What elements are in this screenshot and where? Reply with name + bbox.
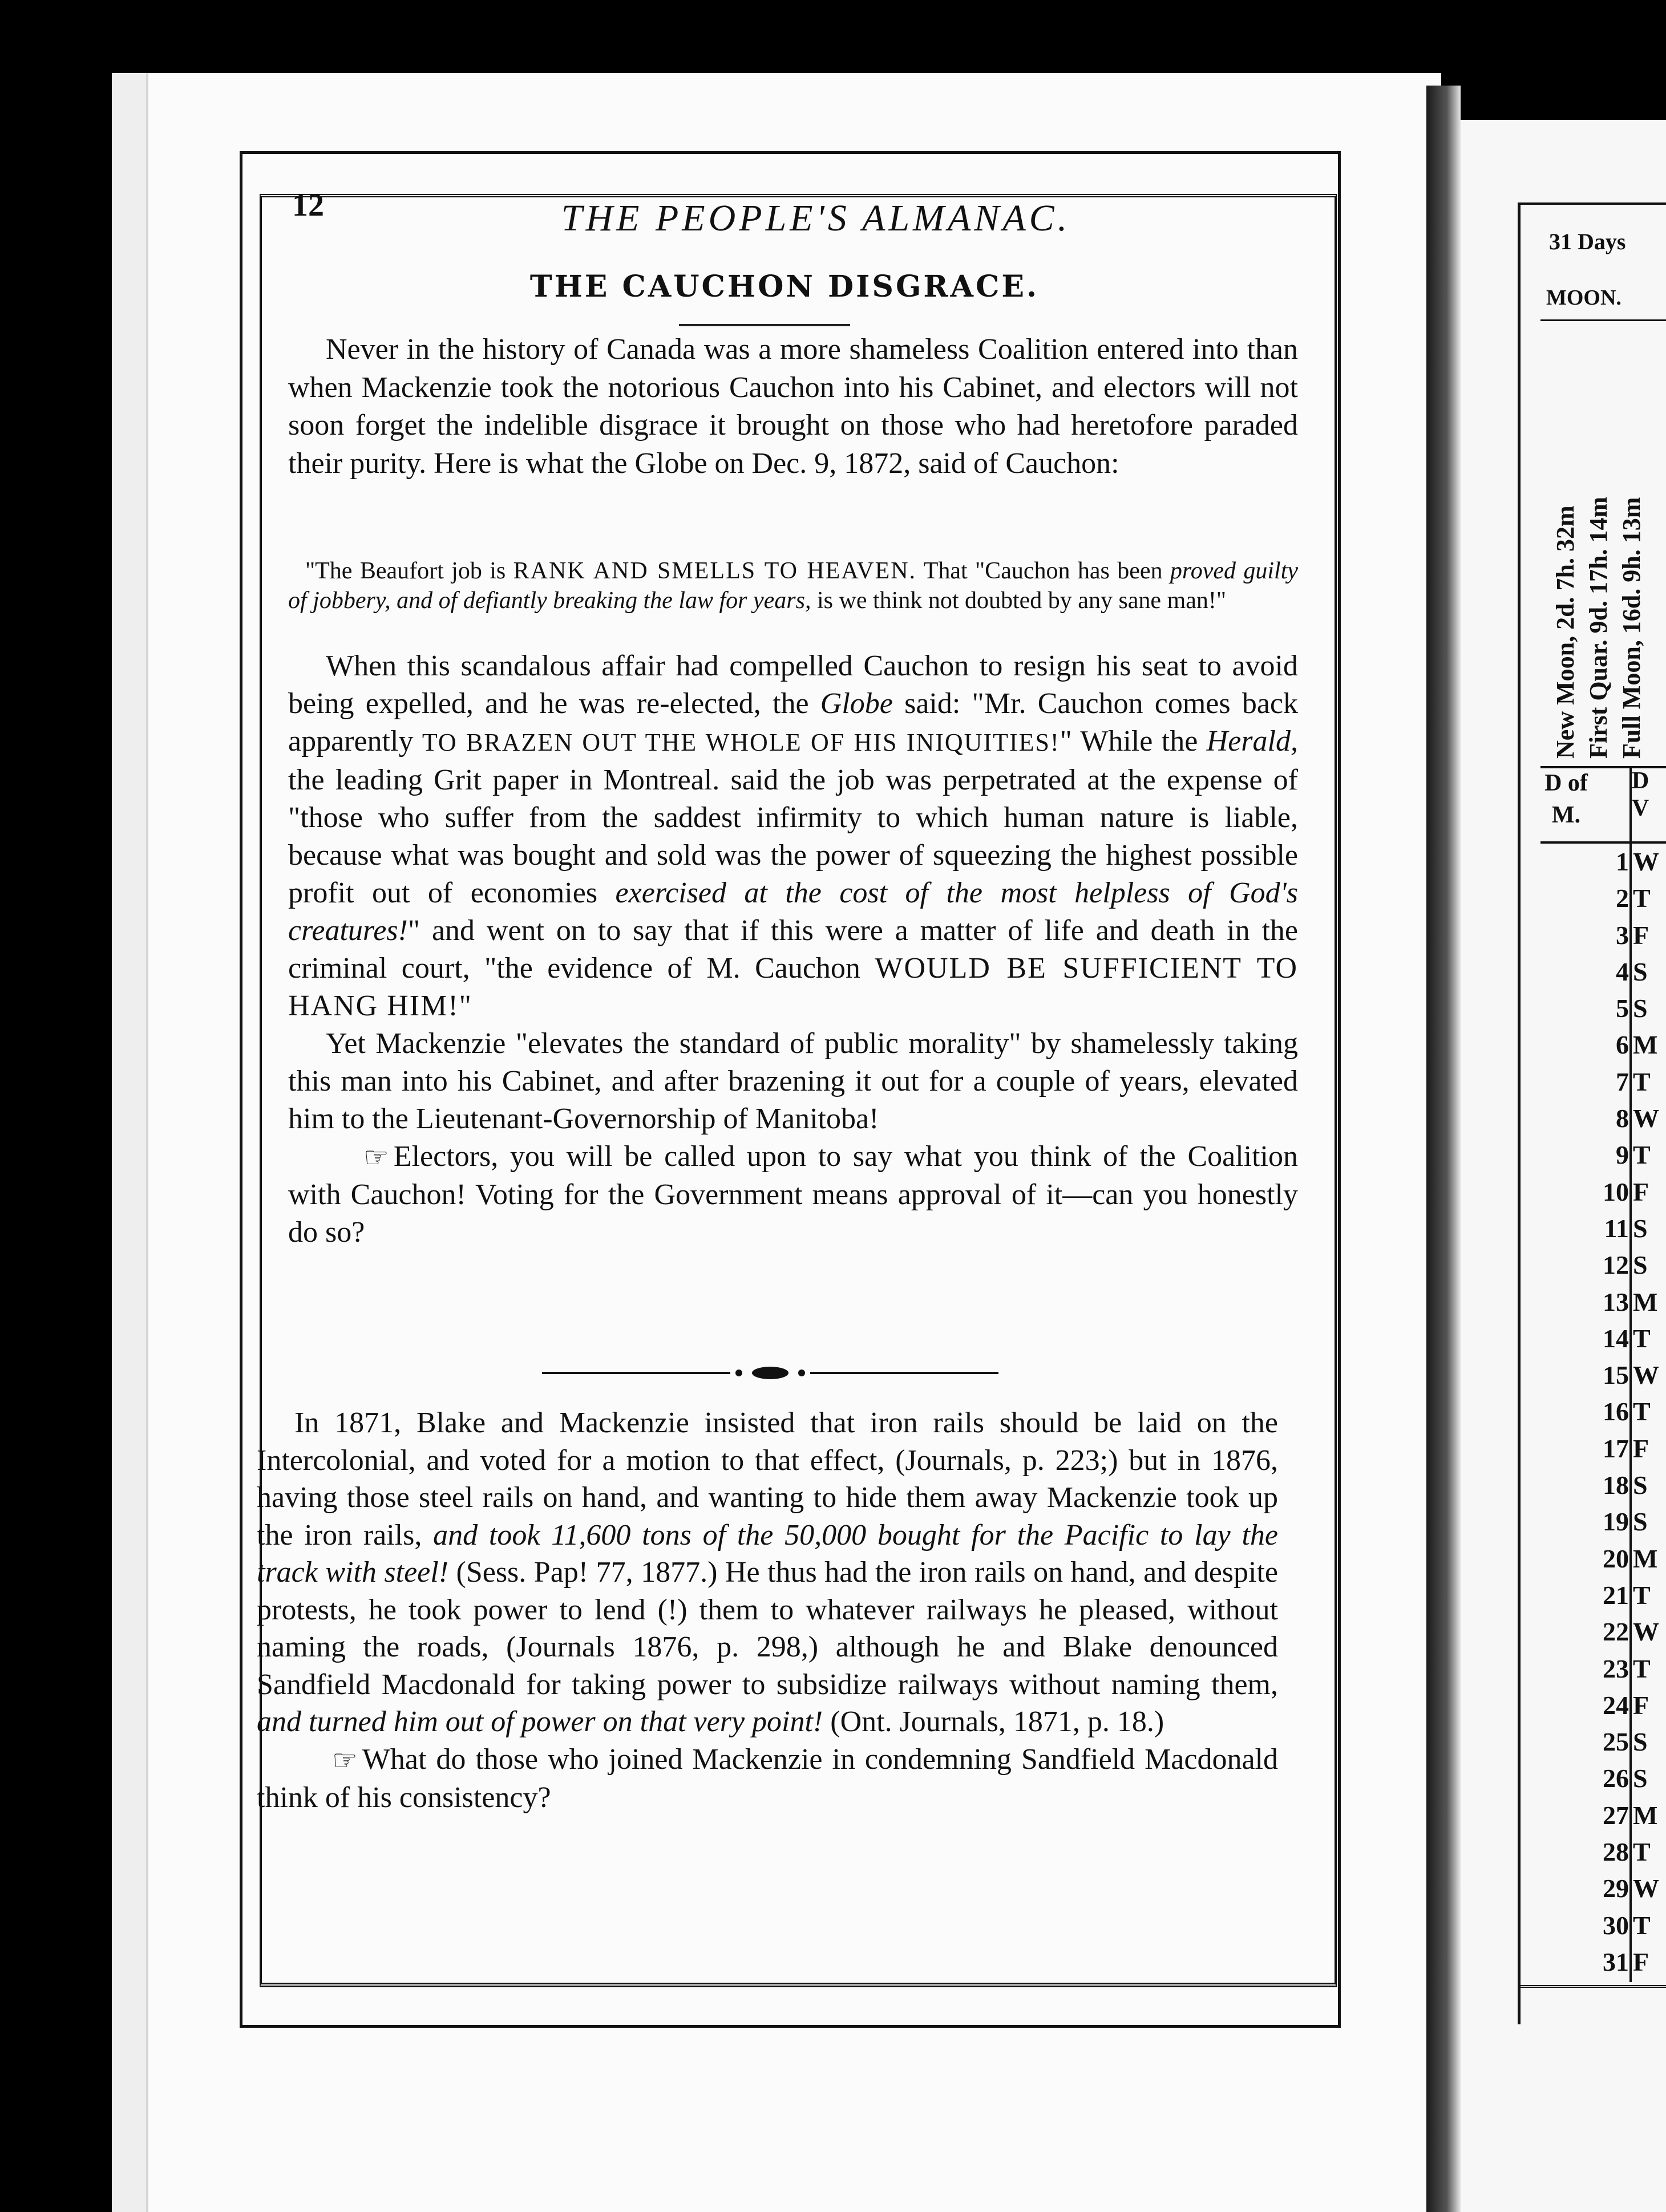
calendar-row (1540, 1870, 1666, 1907)
weekday-letter: S (1633, 1727, 1648, 1757)
calendar-row (1540, 880, 1666, 917)
quote-part: is we think not doubted by any sane man!" (811, 588, 1227, 614)
weekday-letter: T (1633, 1580, 1651, 1610)
weekday-letter: S (1633, 1250, 1648, 1280)
newspaper-name: Globe (820, 687, 893, 720)
text-run: " and went on to say that if this were a matter of life and death in the criminal court, "the evidence of M. Cauchon (288, 914, 1298, 985)
calendar-row (1540, 1687, 1666, 1724)
ornament-divider-icon (542, 1364, 998, 1382)
weekday-letter: W (1633, 1617, 1659, 1647)
weekday-letter: F (1633, 920, 1649, 950)
day-number: 24 (1603, 1690, 1629, 1720)
day-number: 23 (1603, 1654, 1629, 1683)
weekday-letter: T (1633, 1140, 1651, 1170)
calendar-row (1540, 1651, 1666, 1687)
moon-phase: First Quar. 9d. 17h. 14m (1584, 496, 1612, 759)
header-line: V (1632, 795, 1649, 821)
calendar-row (1540, 1431, 1666, 1467)
weekday-letter: T (1633, 1837, 1651, 1867)
day-number: 13 (1603, 1287, 1629, 1316)
calendar-row (1540, 1393, 1666, 1430)
text-run: said: "Mr. Cauchon comes back apparently (288, 687, 1299, 757)
day-number: 1 (1616, 847, 1629, 876)
quote-caps: RANK AND SMELLS TO HEAVEN. (513, 558, 917, 584)
weekday-letter: W (1633, 847, 1659, 876)
paragraph-2 (288, 647, 1298, 1025)
header-line: D of (1544, 770, 1588, 796)
moon-phases (1549, 497, 1648, 759)
quote-part: "The Beaufort job is (305, 558, 513, 584)
weekday-letter: M (1633, 1030, 1658, 1060)
calendar-row (1540, 1944, 1666, 1980)
calendar-row (1540, 1614, 1666, 1650)
moon-phase: Full Moon, 16d. 9h. 13m (1618, 497, 1645, 759)
text-run: (Sess. Pap! 77, 1877.) He thus had the iron rails on hand, and despite protests, he took power to lend (!) them to whatever railways he pleased, without naming the roads, (Journals 1876, p. 298,) although he and Blake denounced Sandfield Macdonald for taking power to subsidize railways without naming them, (257, 1556, 1278, 1701)
small-caps-run: TO BRAZEN OUT THE WHOLE OF HIS INIQUITIES! (422, 728, 1060, 756)
moon-phase: New Moon, 2d. 7h. 32m (1551, 505, 1579, 759)
calendar-row (1540, 1504, 1666, 1540)
day-number: 22 (1603, 1617, 1629, 1647)
day-number: 15 (1603, 1360, 1629, 1390)
text-run: the leading Grit paper in Montreal. said the job was perpetrated at the expense of "those who suffer from the saddest infirmity to which human nature is liable, because what was bought and sold was the power of squeezing the highest possible profit out of economies (288, 764, 1298, 909)
page-number: 12 (292, 188, 324, 223)
article-body (288, 647, 1298, 1251)
weekday-letter: F (1633, 1177, 1649, 1206)
calendar-row (1540, 1797, 1666, 1834)
weekday-letter: T (1633, 1654, 1651, 1683)
weekday-letter: T (1633, 1067, 1651, 1096)
calendar-row (1540, 1174, 1666, 1210)
weekday-letter: W (1633, 1104, 1659, 1133)
italic-run: exercised at the cost of the most helpless of God's creatures! (288, 877, 1298, 947)
calendar-row (1540, 1210, 1666, 1247)
weekday-letter: F (1633, 1947, 1649, 1976)
article-intro (288, 331, 1298, 483)
day-number: 17 (1603, 1433, 1629, 1463)
moon-heading: MOON. (1546, 286, 1621, 310)
calendar-row (1540, 1577, 1666, 1614)
calendar-row (1540, 1247, 1666, 1283)
day-number: 7 (1616, 1067, 1629, 1096)
weekday-letter: S (1633, 1213, 1648, 1243)
text-run: When this scandalous affair had compelled Cauchon to resign his seat to avoid being expelled, and he was re-elected, the (288, 650, 1298, 720)
day-number: 12 (1603, 1250, 1629, 1280)
newspaper-name: Herald, (1206, 725, 1298, 757)
day-number: 16 (1603, 1397, 1629, 1427)
header-line: M. (1551, 802, 1581, 828)
calendar-days-label: 31 Days (1549, 229, 1626, 254)
calendar-row (1540, 1907, 1666, 1944)
calendar-row (1540, 1724, 1666, 1760)
weekday-letter: F (1633, 1433, 1649, 1463)
day-number: 3 (1616, 920, 1629, 950)
day-number: 14 (1603, 1323, 1629, 1353)
caps-run: WOULD BE SUFFICIENT TO HANG HIM! (288, 952, 1299, 1022)
calendar-row (1540, 1541, 1666, 1577)
day-number: 20 (1603, 1543, 1629, 1573)
day-number: 25 (1603, 1727, 1629, 1757)
weekday-letter: S (1633, 957, 1648, 986)
day-number: 28 (1603, 1837, 1629, 1867)
day-number: 10 (1603, 1177, 1629, 1206)
calendar-row (1540, 1100, 1666, 1137)
quote-italic: proved guilty of jobbery, and of defiantly breaking the law for years, (288, 558, 1299, 614)
pointing-hand-icon: ☞ (363, 1141, 389, 1173)
day-number: 8 (1616, 1104, 1629, 1133)
closing-paragraph (257, 1741, 1278, 1817)
calendar-row (1540, 1284, 1666, 1320)
quote-paragraph (288, 556, 1298, 615)
weekday-letter: M (1633, 1287, 1658, 1316)
calendar-row (1540, 1027, 1666, 1063)
text-run: " (459, 990, 471, 1022)
calendar-row (1540, 954, 1666, 990)
weekday-letter: S (1633, 1764, 1648, 1793)
paragraph-1: Never in the history of Canada was a more shameless Coalition entered into than when Mackenzie took the notorious Cauchon into his Cabinet, and electors will not soon forget the indelible disgrace it brought on those who had heretofore paraded their purity. Here is what the Globe on Dec. 9, 1872, said of Cauchon: (288, 333, 1298, 480)
calendar-row (1540, 1834, 1666, 1870)
calendar-row (1540, 1357, 1666, 1393)
weekday-letter: T (1633, 1323, 1651, 1353)
weekday-letter: T (1633, 1397, 1651, 1427)
calendar-row (1540, 1137, 1666, 1173)
calendar-bottom-rule (1518, 1985, 1666, 1992)
text-run: (Ont. Journals, 1871, p. 18.) (823, 1705, 1164, 1738)
weekday-letter: W (1633, 1360, 1659, 1390)
article-title: THE CAUCHON DISGRACE. (529, 269, 1040, 304)
rails-paragraph (257, 1404, 1278, 1741)
italic-run: and took 11,600 tons of the 50,000 bought for the Pacific to lay the track with steel! (257, 1518, 1278, 1589)
text-run: " While the (1060, 725, 1207, 757)
weekday-letter: W (1633, 1874, 1659, 1903)
running-head: THE PEOPLE'S ALMANAC. (561, 197, 1071, 239)
day-number: 21 (1603, 1580, 1629, 1610)
title-rule (679, 324, 850, 326)
calendar-row (1540, 990, 1666, 1027)
header-line: D (1632, 768, 1649, 794)
calendar-row (1540, 1064, 1666, 1100)
text-run: In 1871, Blake and Mackenzie insisted that iron rails should be laid on the Intercolonial, and voted for a motion to that effect, (Journals, p. 223;) but in 1876, having those steel rails on hand, and wanting to hide them away Mackenzie took up the iron rails, (257, 1407, 1278, 1551)
day-number: 6 (1616, 1030, 1629, 1060)
day-number: 5 (1616, 994, 1629, 1023)
calendar-row (1540, 1320, 1666, 1357)
weekday-letter: T (1633, 884, 1651, 913)
paragraph-4 (288, 1138, 1298, 1251)
italic-run: and turned him out of power on that very point! (257, 1705, 823, 1738)
day-number: 26 (1603, 1764, 1629, 1793)
day-number: 9 (1616, 1140, 1629, 1170)
weekday-letter: M (1633, 1543, 1658, 1573)
calendar-row (1540, 844, 1666, 880)
text-run: Electors, you will be called upon to say what you think of the Coalition with Cauchon! Voting for the Government means approval of it—can you honestly do so? (288, 1140, 1298, 1249)
paragraph-3: Yet Mackenzie "elevates the standard of public morality" by shamelessly taking this man into his Cabinet, and after brazening it out for a couple of years, elevated him to the Lieutenant-Governorship of Manitoba! (288, 1027, 1298, 1135)
day-number: 29 (1603, 1874, 1629, 1903)
text-run: What do those who joined Mackenzie in condemning Sandfield Macdonald think of his consistency? (257, 1743, 1278, 1814)
day-of-month-header (1540, 767, 1592, 831)
pointing-hand-icon: ☞ (332, 1744, 358, 1776)
calendar-row (1540, 917, 1666, 954)
book-gutter (1426, 86, 1461, 2212)
day-number: 2 (1616, 884, 1629, 913)
rails-section (257, 1404, 1278, 1817)
day-number: 19 (1603, 1507, 1629, 1537)
day-number: 4 (1616, 957, 1629, 986)
page-edge (112, 73, 148, 2212)
day-number: 27 (1603, 1800, 1629, 1830)
quote-part: That "Cauchon has been (916, 558, 1170, 584)
weekday-header (1632, 767, 1649, 822)
weekday-letter: S (1633, 1470, 1648, 1500)
day-number: 31 (1603, 1947, 1629, 1976)
calendar-row (1540, 1467, 1666, 1504)
day-number: 30 (1603, 1910, 1629, 1940)
weekday-letter: M (1633, 1800, 1658, 1830)
day-number: 18 (1603, 1470, 1629, 1500)
weekday-letter: S (1633, 1507, 1648, 1537)
calendar-row (1540, 1760, 1666, 1797)
weekday-letter: F (1633, 1690, 1649, 1720)
weekday-letter: S (1633, 994, 1648, 1023)
weekday-letter: T (1633, 1910, 1651, 1940)
calendar-rows (1540, 841, 1666, 1980)
globe-quote (288, 556, 1298, 615)
day-number: 11 (1604, 1213, 1629, 1243)
